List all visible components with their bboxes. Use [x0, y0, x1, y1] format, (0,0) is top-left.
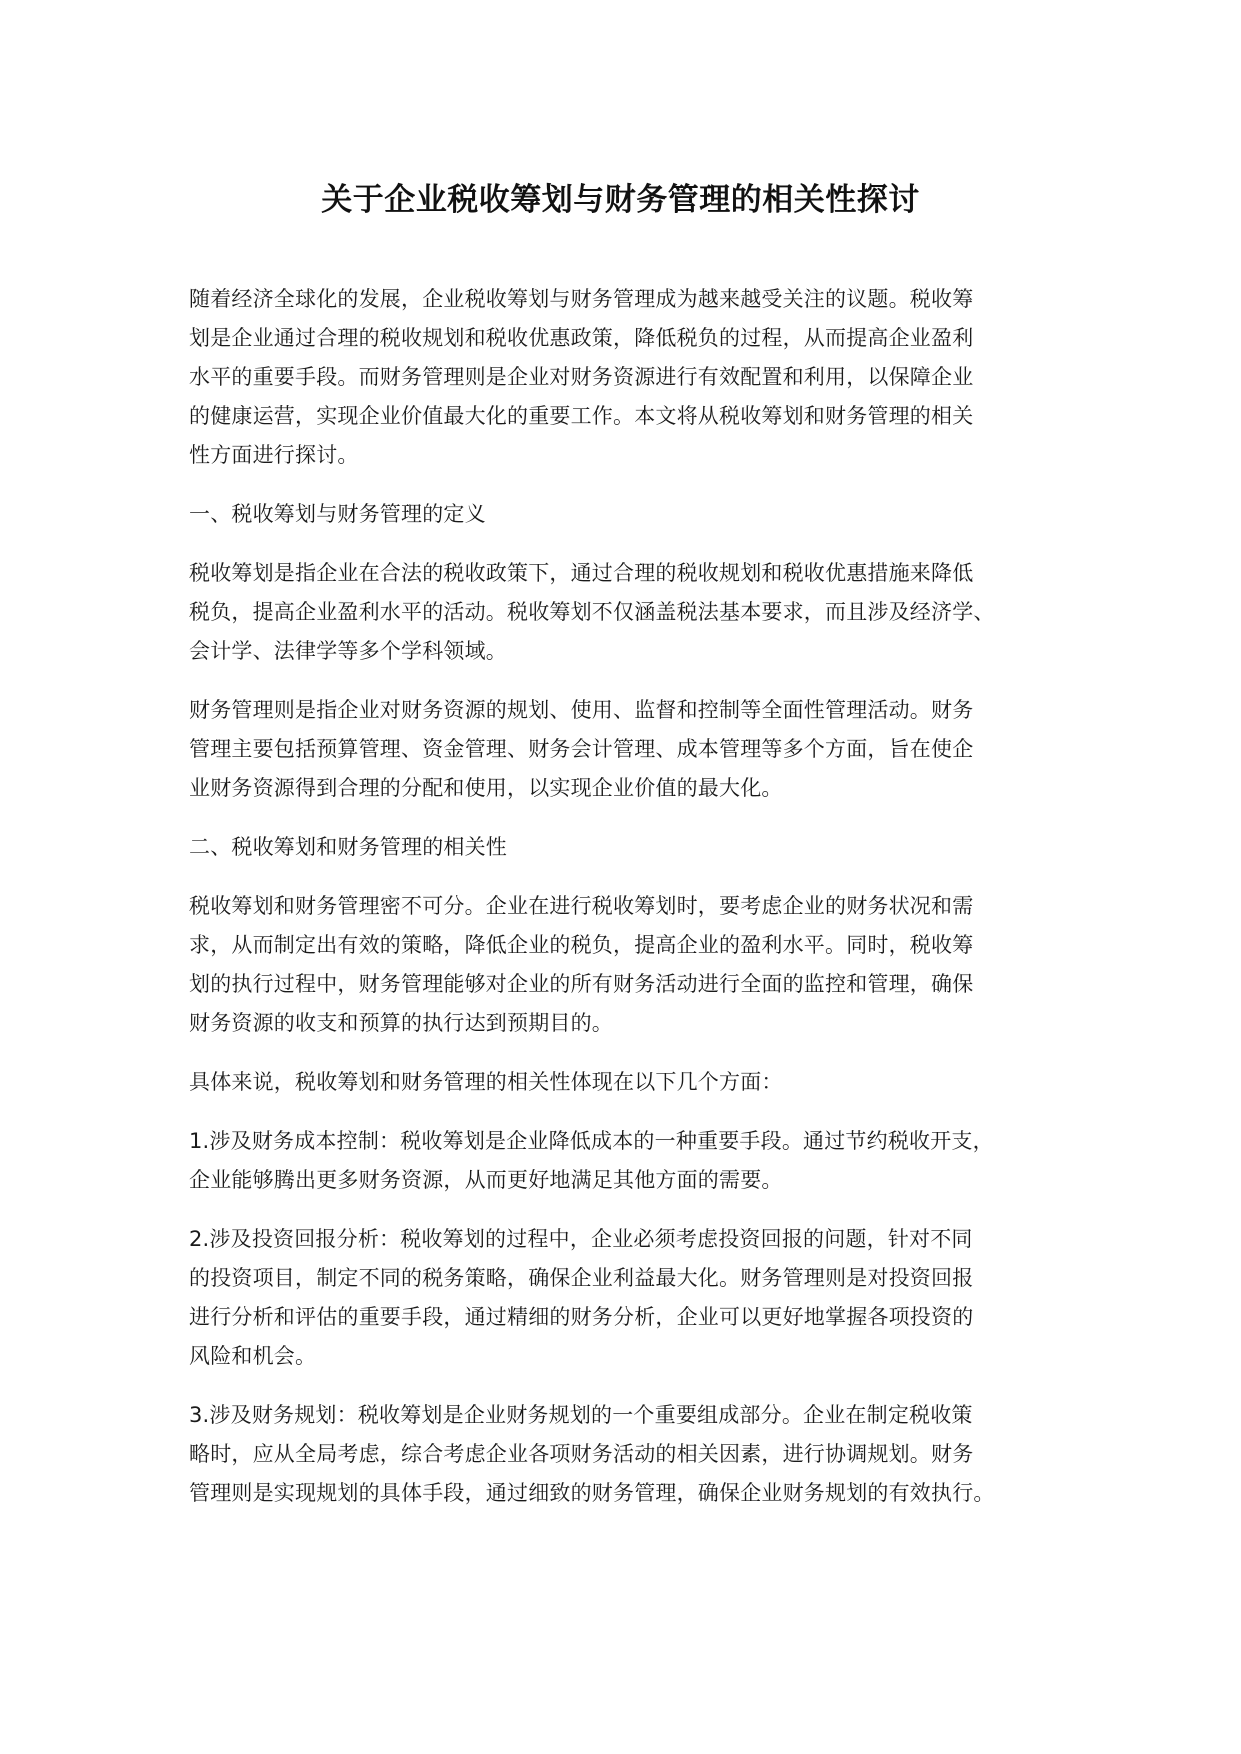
section-2-paragraph-2: 具体来说，税收筹划和财务管理的相关性体现在以下几个方面：	[189, 1070, 783, 1094]
section-2-heading: 二、税收筹划和财务管理的相关性	[189, 835, 507, 859]
document-body	[189, 280, 1069, 1533]
section-2-item-2: 2.涉及投资回报分析：税收筹划的过程中，企业必须考虑投资回报的问题，针对不同 的投资项目，制定不同的税务策略，确保企业利益最大化。财务管理则是对投资回报 进行分析和评估的重要手段，通过精细的财务分析，企业可以更好地掌握各项投资的 风险和机会。	[189, 1227, 974, 1368]
section-2-paragraph-1: 税收筹划和财务管理密不可分。企业在进行税收筹划时，要考虑企业的财务状况和需 求，从而制定出有效的策略，降低企业的税负，提高企业的盈利水平。同时，税收筹 划的执行过程中，财务管理能够对企业的所有财务活动进行全面的监控和管理，确保 财务资源的收支和预算的执行达到预期目的。	[189, 894, 974, 1035]
section-1-heading: 一、税收筹划与财务管理的定义	[189, 502, 486, 526]
section-2-item-3: 3.涉及财务规划：税收筹划是企业财务规划的一个重要组成部分。企业在制定税收策 略时，应从全局考虑，综合考虑企业各项财务活动的相关因素，进行协调规划。财务 管理则是实现规划的具体手段，通过细致的财务管理，确保企业财务规划的有效执行。	[189, 1403, 995, 1505]
document-title: 关于企业税收筹划与财务管理的相关性探讨	[321, 182, 920, 218]
section-1-paragraph-2: 财务管理则是指企业对财务资源的规划、使用、监督和控制等全面性管理活动。财务 管理主要包括预算管理、资金管理、财务会计管理、成本管理等多个方面，旨在使企 业财务资源得到合理的分配和使用，以实现企业价值的最大化。	[189, 698, 974, 800]
intro-paragraph: 随着经济全球化的发展，企业税收筹划与财务管理成为越来越受关注的议题。税收筹 划是企业通过合理的税收规划和税收优惠政策，降低税负的过程，从而提高企业盈利 水平的重要手段。而财务管理则是企业对财务资源进行有效配置和利用，以保障企业 的健康运营，实现企业价值最大化的重要工作。本文将从税收筹划和财务管理的相关 性方面进行探讨。	[189, 287, 974, 467]
section-1-paragraph-1: 税收筹划是指企业在合法的税收政策下，通过合理的税收规划和税收优惠措施来降低 税负，提高企业盈利水平的活动。税收筹划不仅涵盖税法基本要求，而且涉及经济学、 会计学、法律学等多个学科领域。	[189, 561, 995, 663]
section-2-item-1: 1.涉及财务成本控制：税收筹划是企业降低成本的一种重要手段。通过节约税收开支， 企业能够腾出更多财务资源，从而更好地满足其他方面的需要。	[189, 1129, 994, 1192]
